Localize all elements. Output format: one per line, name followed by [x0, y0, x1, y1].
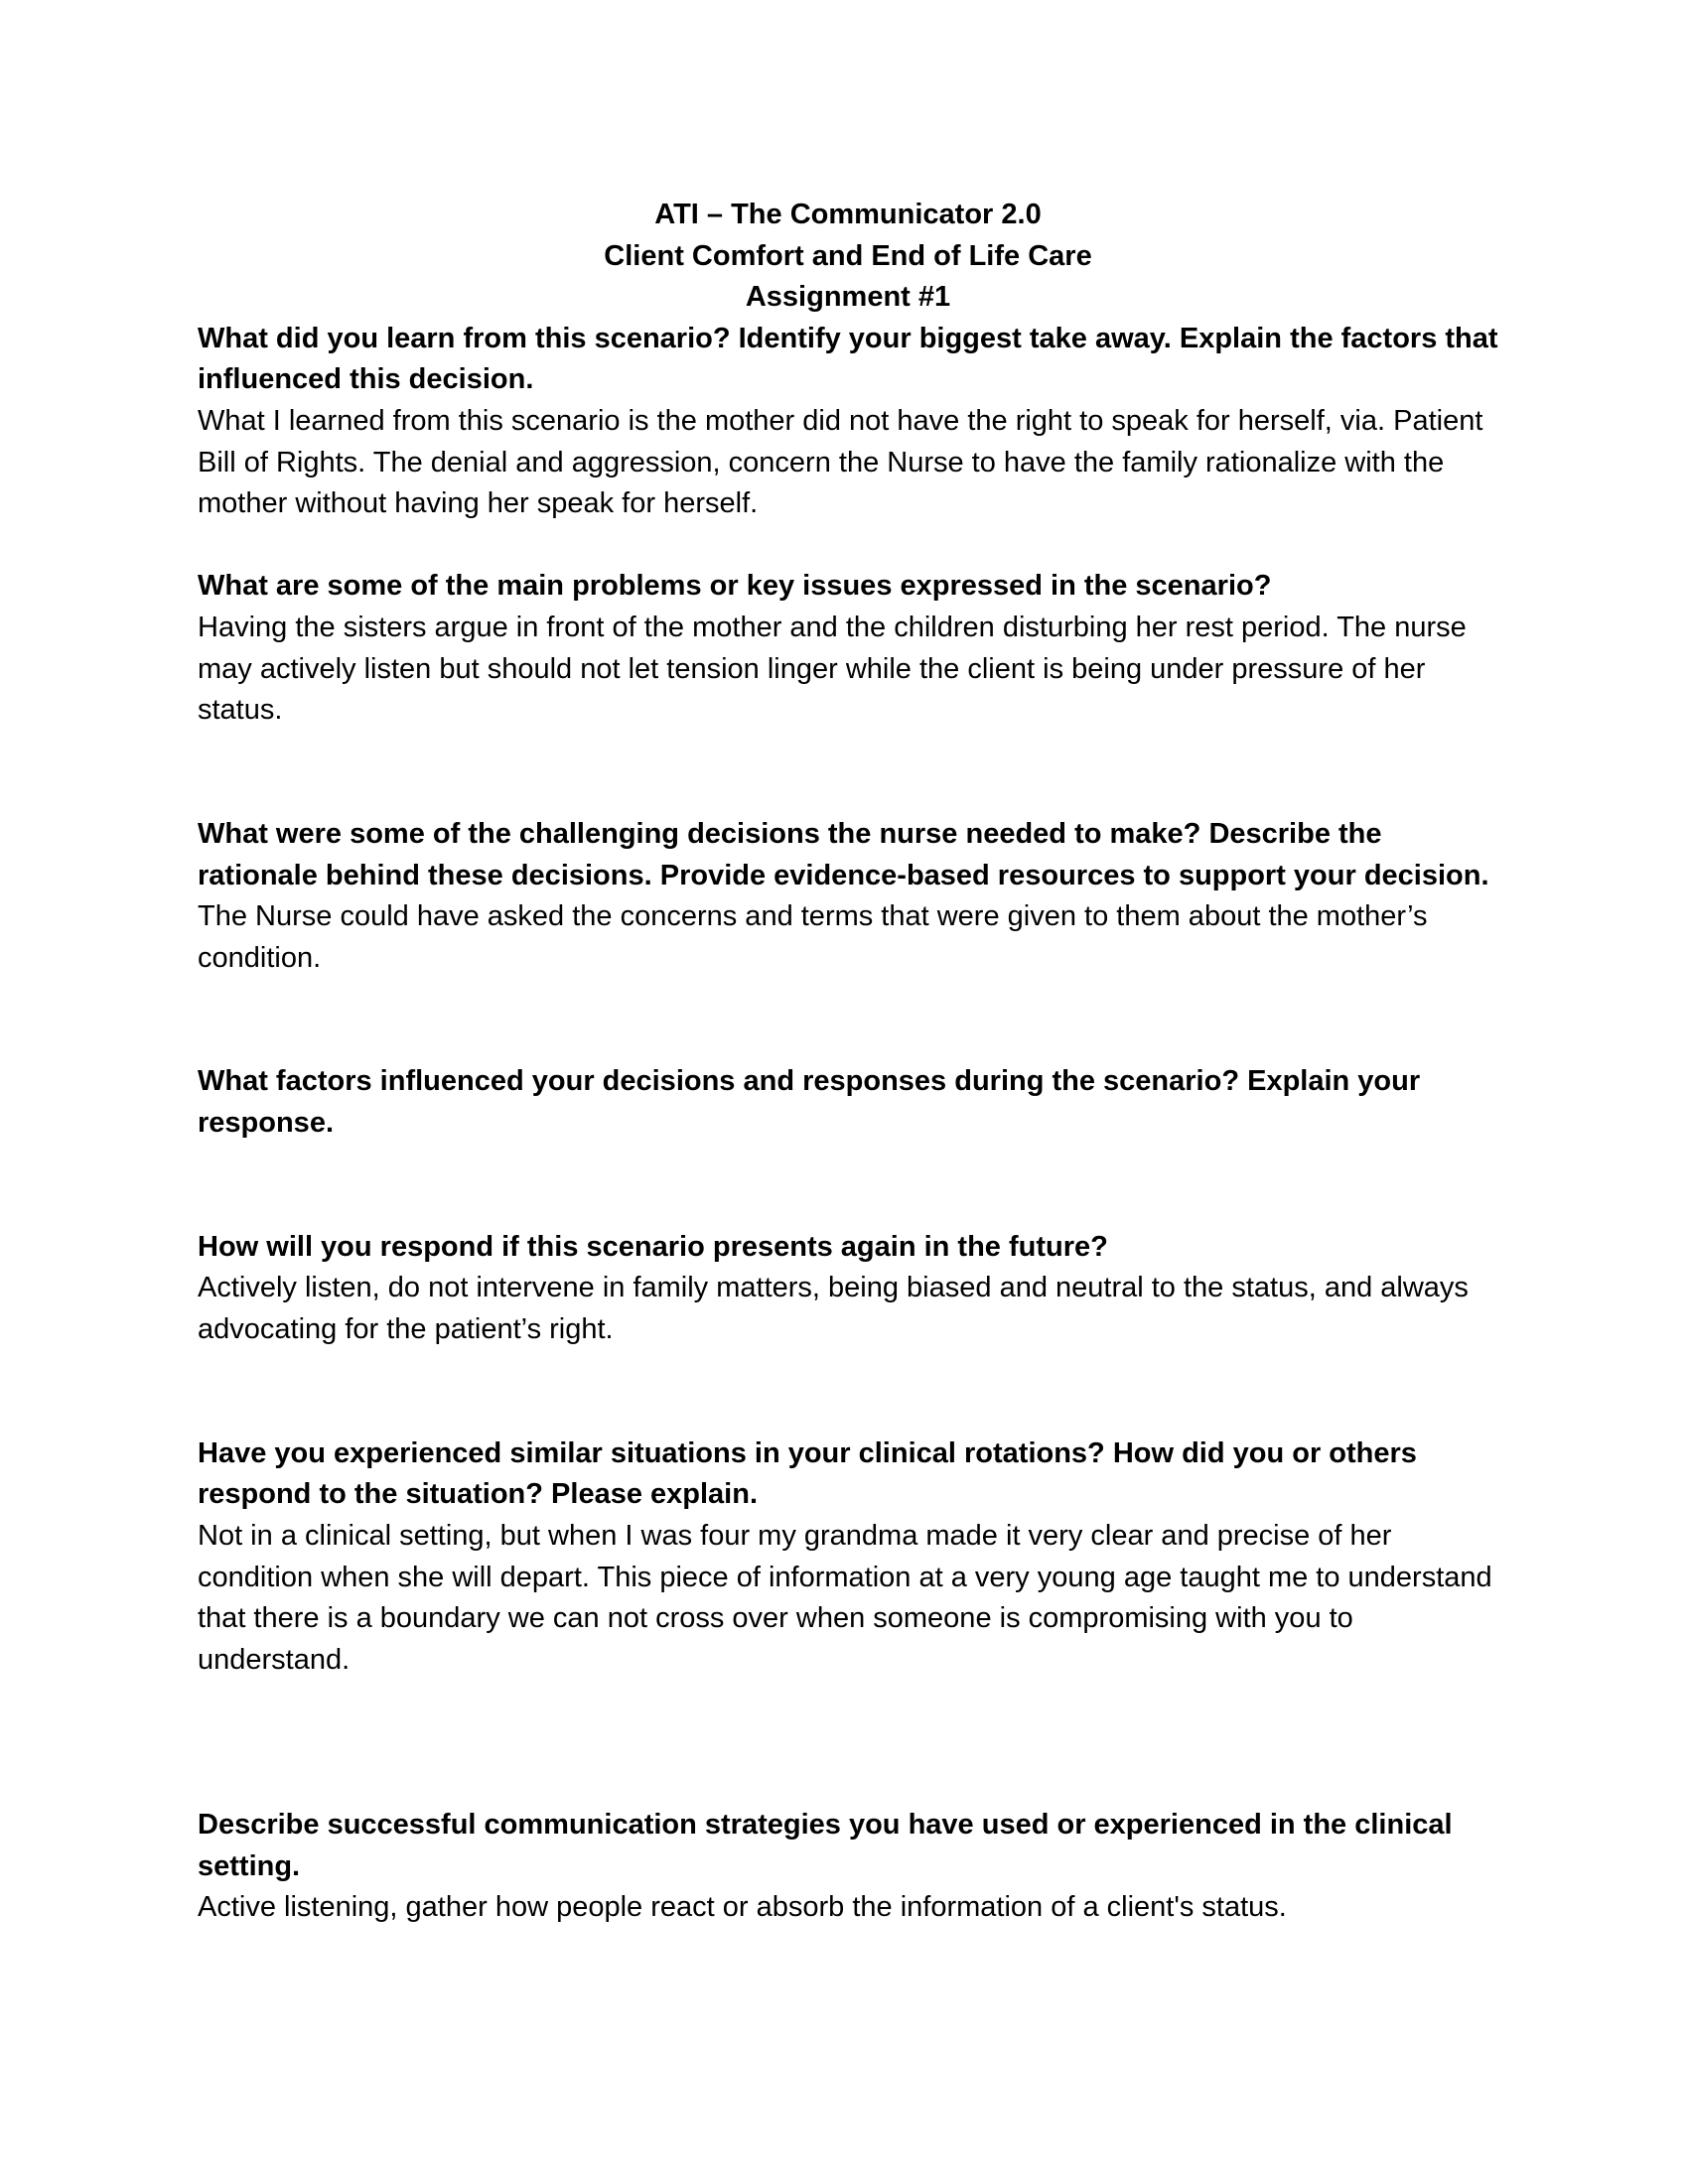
spacer	[198, 979, 1498, 1061]
answer-text: The Nurse could have asked the concerns and terms that were given to them about the mother’s condition.	[198, 900, 1428, 974]
section-challenging-decisions	[198, 814, 1498, 979]
spacer	[198, 1145, 1498, 1227]
title-line-course: ATI – The Communicator 2.0	[654, 199, 1042, 230]
question-text: What factors influenced your decisions and responses during the scenario? Explain your response.	[198, 1065, 1421, 1140]
question-text: What did you learn from this scenario? Identify your biggest take away. Explain the factors that influenced this decision.	[198, 322, 1498, 396]
section-key-issues	[198, 566, 1498, 731]
answer-text: Actively listen, do not intervene in family matters, being biased and neutral to the status, and always advocating for the patient’s right.	[198, 1272, 1469, 1346]
spacer	[198, 1681, 1498, 1763]
section-similar-experiences	[198, 1433, 1498, 1682]
answer-text: Active listening, gather how people react or absorb the information of a client's status.	[198, 1891, 1287, 1924]
title-line-assignment: Assignment #1	[745, 281, 951, 314]
question-text: Have you experienced similar situations in your clinical rotations? How did you or others respond to the situation? Please explain.	[198, 1436, 1417, 1511]
title-line-topic: Client Comfort and End of Life Care	[604, 239, 1092, 272]
section-takeaway	[198, 319, 1498, 525]
question-text: What are some of the main problems or key issues expressed in the scenario?	[198, 570, 1272, 603]
document-title	[198, 195, 1498, 319]
question-text: How will you respond if this scenario presents again in the future?	[198, 1230, 1108, 1263]
document-page	[198, 195, 1498, 1929]
answer-text: Not in a clinical setting, but when I was four my grandma made it very clear and precise of her condition when she will depart. This piece of information at a very young age taught me to understand that there is a boundary we can not cross over when someone is compromising with you to understand.	[198, 1520, 1492, 1676]
section-communication-strategies	[198, 1805, 1498, 1929]
spacer	[198, 1764, 1498, 1806]
answer-text: Having the sisters argue in front of the mother and the children disturbing her rest period. The nurse may actively listen but should not let tension linger while the client is being under pressure of her status.	[198, 611, 1467, 727]
section-influencing-factors	[198, 1061, 1498, 1144]
answer-text: What I learned from this scenario is the mother did not have the right to speak for herself, via. Patient Bill of Rights. The denial and aggression, concern the Nurse to have the family rationalize with the mother without having her speak for herself.	[198, 404, 1483, 520]
section-future-response	[198, 1227, 1498, 1351]
spacer	[198, 1351, 1498, 1433]
question-text: What were some of the challenging decisions the nurse needed to make? Describe the rationale behind these decisions. Provide evidence-based resources to support your decision.	[198, 817, 1489, 891]
question-text: Describe successful communication strategies you have used or experienced in the clinical setting.	[198, 1809, 1453, 1882]
spacer	[198, 525, 1498, 567]
spacer	[198, 732, 1498, 814]
